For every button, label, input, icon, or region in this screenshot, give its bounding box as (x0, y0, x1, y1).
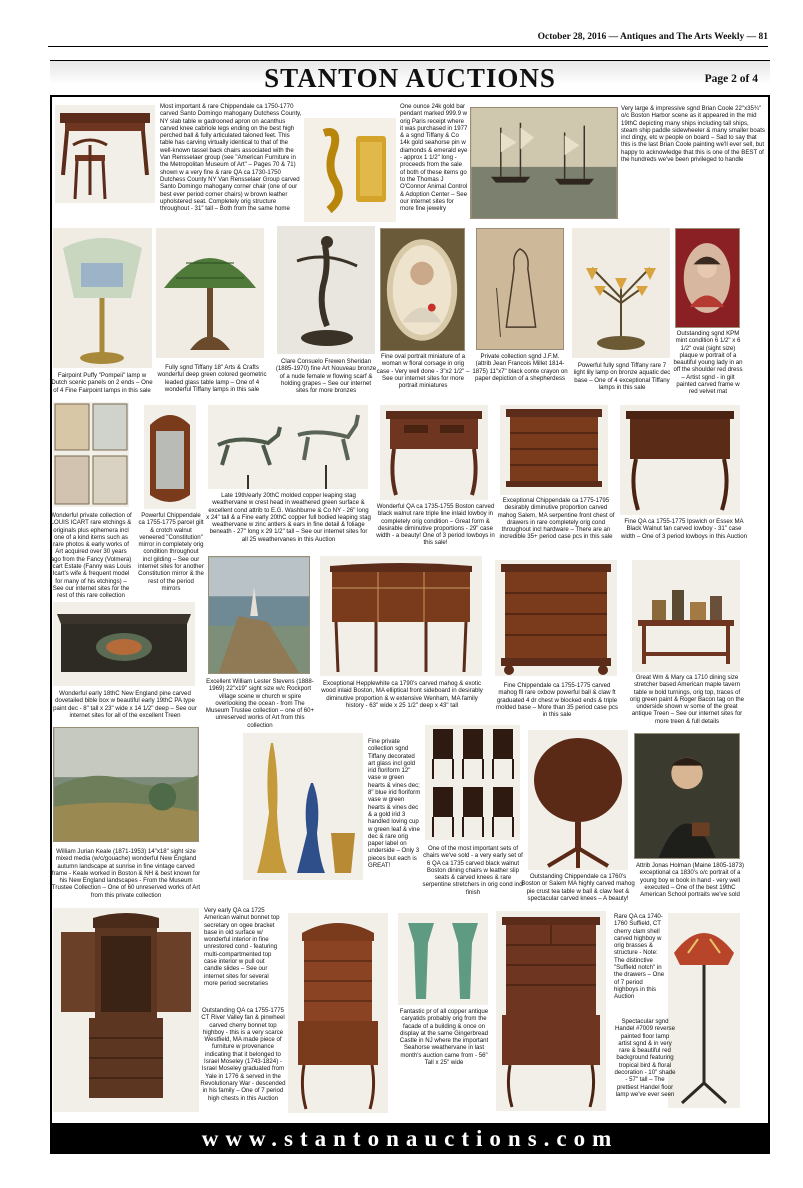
photo-harbor-ships-painting (470, 107, 618, 219)
caption-kpm: Outstanding sgnd KPM mint condition 6 1/2" x 6 1/2" oval (sight size) plaque w portrait of a beautiful young lady in an off the shoulder red dress – Artist sgnd - in gilt painted carved frame w red velvet mat (673, 330, 743, 396)
caption-bronze: Clare Consuelo Frewen Sheridan (1885-1970) fine Art Nouveau bronze of a nude female w flowing scarf & holding grapes – See our internet sites for more bronzes (275, 358, 377, 395)
caption-portrait-miniature: Fine oval portrait miniature of a woman w floral corsage in orig case - Very well done - 3"x2 1/2" – See our internet sites for more portrait miniatures (376, 353, 470, 390)
photo-portrait-miniature (380, 228, 465, 351)
caption-chest-salem: Exceptional Chippendale ca 1775-1795 desirably diminutive proportion carved mahog Salem, MA serpentine front chest of drawers in rare completely orig cond throughout incl hardware – There are an incredible 35+ period case pcs in this sale (497, 497, 615, 541)
photo-tiffany-art-glass (243, 733, 363, 880)
caption-millet: Private collection sgnd J.F.M. (attrib Jean Francois Millet 1814-1875) 11"x7" black conte crayon on paper depiction of a shepherdess (472, 353, 568, 382)
photo-holman-portrait (634, 733, 740, 859)
photo-oxbow-chest (495, 560, 617, 676)
caption-mirror: Powerful Chippendale ca 1755-1775 parcel gilt & crotch walnut veneered "Constitution" mirror in completely orig condition throughout incl gilding – See our internet sites for another Constitution mirror & the rest of the period mirrors (138, 512, 204, 592)
photo-bonnet-top-secretary (53, 908, 199, 1112)
caption-icart: Wonderful private collection of LOUIS ICART rare etchings & originals plus ephemera incl one of a kind items such as rare photos & early works of Art acquired over 30 years ago from the Fancy (Volmera) Icart Estate (Fanny was Louis Icart's wife & frequent model for many of his etchings) – See our internet sites for the rest of this rare collection (50, 512, 132, 600)
photo-bible-box (53, 602, 195, 686)
caption-ships: Very large & impressive sgnd Brian Coole 22"x35¾" o/c Boston Harbor scene as it appeared in the mid 19thC depicting many ships including tall ships, steam ship paddle sidewheeler & many smaller boats incl dingy, etc w people on board – Sad to say that this is the last Brian Coole painting we'll ever sell, but happy to acknowledge that this is one of the BEST of the hundreds we've been privileged to handle (621, 105, 765, 164)
caption-stevens: Excellent William Lester Stevens (1888-1969) 22"x19" sight size w/c Rockport village scene w church w spire overlooking the ocean - from The Museum Trustee collection – one of 60+ unreserved works of Art from this collection (205, 678, 315, 729)
caption-lowboy-ipswich: Fine QA ca 1755-1775 Ipswich or Essex MA Black Walnut fan carved lowboy - 31" case width – One of 3 period lowboys in this Auction (620, 518, 747, 540)
photo-icart-etchings (53, 402, 129, 507)
photo-millet-shepherdess (476, 228, 564, 350)
photo-boston-dining-chairs (425, 725, 520, 840)
caption-handel-lamp: Spectacular sgnd Handel #7009 reverse painted floor lamp artist sgnd & in very rare & beautiful red background featuring tropical bird & floral decoration - 10" shade - 57" tall – The prettiest Handel floor lamp we've ever seen (614, 1018, 676, 1098)
photo-boston-lowboy (380, 405, 488, 500)
photo-stag-weathervanes (208, 405, 368, 489)
photo-hepplewhite-sideboard (320, 556, 482, 676)
photo-stevens-watercolor (208, 556, 310, 674)
photo-pompeii-lamp (53, 228, 152, 368)
photo-tiffany-lily-lamp (572, 228, 670, 358)
caption-holman: Attrib Jonas Holman (Maine 1805-1873) exceptional ca 1830's o/c portrait of a young boy w book in hand - very well executed – One of the best 19thC American School portraits we've sold (635, 862, 745, 899)
caption-oxbow-chest: Fine Chippendale ca 1755-1775 carved mahog fll rare oxbow powerful ball & claw ft graduated 4 dr chest w blocked ends & triple molded base – More than 35 period case pcs in this sale (496, 682, 618, 719)
photo-ipswich-lowboy (620, 405, 740, 515)
caption-highboy-westfield: Outstanding QA ca 1755-1775 CT River Valley fan & pinwheel carved cherry bonnet top highboy - this is a very scarce Westfield, MA made piece of furniture w provenance indicating that it belonged to Israel Moseley (1743-1824) - Israel Moseley graduated from Yale in 1776 & served in the Revolutionary War - descended in his family – One of 7 period high chests in this Auction (200, 1007, 286, 1102)
photo-salem-chest (500, 405, 608, 495)
photo-copper-caryatids (398, 913, 488, 1005)
caption-pompeii-lamp: Fairpoint Puffy "Pompeii" lamp w Dutch scenic panels on 2 ends – One of 4 Fine Fairpoint lamps in this sale (51, 372, 153, 394)
caption-tiffany-lamp: Fully sgnd Tiffany 18" Arts & Crafts wonderful deep green colored geometric leaded glass table lamp – One of 4 wonderful Tiffany lamps in this sale (157, 364, 267, 393)
caption-caryatids: Fantastic pr of all copper antique caryatids probably orig from the facade of a building & once on display at the same Gingerbread Castle in NJ where the important Seahorse weathervane in last month's auction came from - 56" Tall x 25" wide (399, 1008, 489, 1067)
caption-seahorse: One ounce 24k gold bar pendant marked 999.9 w orig Paris receipt where it was purchased in 1977 & a sgnd Tiffany & Co 14k gold seahorse pin w diamonds & emerald eye - approx 1 1/2" long - proceeds from the sale of both of these items go to the Thomas J O'Connor Animal Control & Adoption Center – See our internet sites for more fine jewelry (400, 103, 468, 213)
caption-treen: Great Wm & Mary ca 1710 dining size stretcher based American maple tavern table w bold turnings, orig top, traces of orig green paint & Roger Bacon tag on the underside shown w some of the great antique Treen – See our internet sites for more treen & full details (629, 674, 745, 725)
caption-lowboy-boston: Wonderful QA ca 1735-1755 Boston carved black walnut rare triple line inlaid lowboy in completely orig condition – Great form & desirable diminutive proportions - 29" case width - a beauty! One of 3 period lowboys in this sale! (376, 503, 495, 547)
masthead: October 28, 2016 — Antiques and The Arts Weekly — 81 (48, 32, 768, 47)
photo-art-nouveau-bronze (277, 226, 375, 354)
photo-westfield-highboy (288, 913, 388, 1113)
photo-table-and-corner-chair (55, 105, 155, 203)
photo-constitution-mirror (144, 405, 196, 509)
caption-stag: Late 19th/early 20thC molded copper leaping stag weathervane w crest head in weathered green surface & excellent cond attrib to E.G. Washburne & Co NY - 26" long x 24" tall & a Fine early 20thC copper full bodied leaping stag weathervane w zinc antlers & ears in fine detail & foliage beneath - 27" long x 29 1/2" tall – See our internet sites for all 25 weathervanes in this Auction (206, 492, 371, 543)
caption-bible-box: Wonderful early 18thC New England pine carved dovetailed bible box w beautiful early 19thC PA type paint dec - 8" tall x 23" wide x 14 1/2" deep – See our internet sites for all of the excellent Treen (53, 690, 197, 719)
caption-highboy-suffield: Rare QA ca 1740-1760 Suffield, CT cherry clam shell carved highboy w orig brasses & structure - Note: The distinctive "Suffield notch" in the drawers – One of 7 period highboys in this Auction (614, 913, 665, 1001)
caption-lily-lamp: Powerful fully sgnd Tiffany rare 7 light lily lamp on bronze aquatic dec base – One of 4 exceptional Tiffany lamps in this sale (573, 362, 671, 391)
photo-handel-floor-lamp (668, 913, 740, 1108)
photo-tiffany-table-lamp (156, 228, 264, 358)
photo-gold-seahorse-and-bar (304, 118, 396, 222)
caption-tea-table: Outstanding Chippendale ca 1760's Boston or Salem MA highly carved mahog pie crust tea table w ball & claw feet & spectacular carved knees – A beauty! (521, 873, 635, 902)
photo-kpm-plaque (675, 228, 740, 328)
caption-art-glass: Fine private collection sgnd Tiffany decorated art glass incl gold irid floriform 12" vase w green hearts & vines dec; 8" blue irid floriform vase w green hearts & vines dec & a gold irid 3 handled loving cup w green leaf & vine dec & rare orig paper label on underside – Only 3 pieces but each is GREAT! (368, 738, 421, 870)
banner-page-number: Page 2 of 4 (704, 73, 758, 85)
footer-url[interactable]: www.stantonauctions.com (50, 1123, 770, 1154)
photo-keale-landscape (53, 727, 199, 842)
caption-secretary: Very early QA ca 1725 American walnut bonnet top secretary on ogee bracket base in old surface w/ wonderful interior in fine unrestored cond - featuring multi-compartmented top case interior w pull out candle slides – See our internet sites for several more period secretaries (204, 907, 280, 987)
caption-keale: William Jurian Keale (1871-1953) 14"x18" sight size mixed media (w/c/gouache) wonderful New England autumn landscape at sunrise in fine vintage carved frame - Keale worked in Boston & NH & best known for his New England landscapes - From the Museum Trustee Collection – One of 60 unreserved works of Art from this private collection (51, 848, 201, 899)
banner-title: STANTON AUCTIONS (264, 63, 556, 93)
caption-table: Most important & rare Chippendale ca 1750-1770 carved Santo Domingo mahogany Dutchess County, NY slab table w gadrooned apron on acanthus carved knee cabriole legs ending on the best high perched ball & fully articulated taloned feet. This table has carving virtually identical to that of the well-known tassel back chairs associated with the Van Rensselaer group (see "American Furniture in the Metropolitan Museum of Art" – Pages 70 & 71) shown w a very fine & rare QA ca 1730-1750 Dutchess County NY Van Rensselaer Group carved Santo Domingo mahogany corner chair (one of our best ever period corner chairs) w brown leather upholstered seat. Completely orig structure throughout - 31" tall – Both from the same home (160, 103, 302, 213)
photo-suffield-highboy (496, 911, 606, 1111)
photo-pie-crust-tea-table (528, 730, 628, 870)
photo-tavern-table-treen (632, 560, 740, 672)
caption-chairs: One of the most important sets of chairs we've sold - a very early set of 6 QA ca 1735 carved black walnut Boston dining chairs w leather slip seats & carved knees & rare serpentine stretchers in orig cond incl finish (422, 845, 524, 896)
caption-sideboard: Exceptional Hepplewhite ca 1790's carved mahog & exotic wood inlaid Boston, MA elliptical front sideboard in desirably diminutive proportion & w extensive Wenham, MA family history - 63" wide x 25 1/2" deep x 43" tall (321, 680, 483, 709)
banner (50, 61, 770, 97)
